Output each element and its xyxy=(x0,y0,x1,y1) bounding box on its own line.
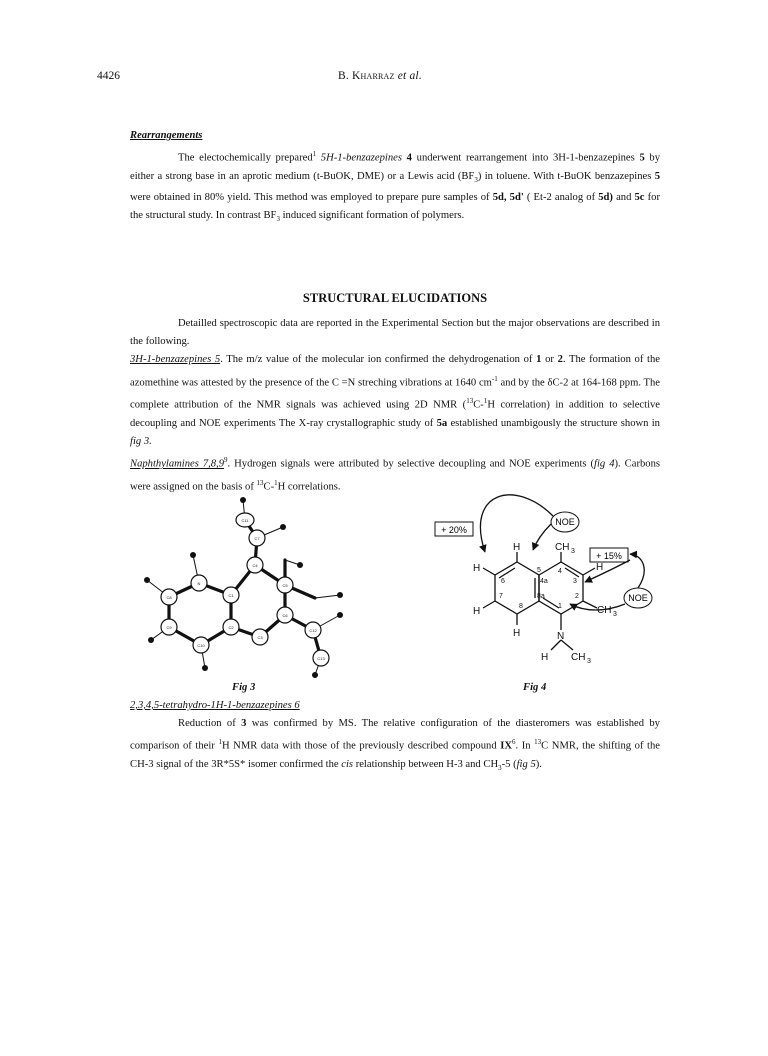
structural-section xyxy=(130,315,660,497)
fig4-n: N xyxy=(557,631,565,642)
svg-text:2: 2 xyxy=(575,593,579,600)
fig4-noe-diagram xyxy=(425,480,660,680)
svg-text:8a: 8a xyxy=(537,593,545,600)
fig4-ch3-top: CH xyxy=(555,542,570,553)
fig3-crystal-structure xyxy=(135,490,360,680)
svg-text:6: 6 xyxy=(501,578,505,585)
tetrahydro-heading: 2,3,4,5-tetrahydro-1H-1-benzazepines 6 xyxy=(130,700,300,711)
svg-text:3: 3 xyxy=(587,658,591,665)
svg-text:C8: C8 xyxy=(166,595,172,600)
rearrangements-section xyxy=(130,127,660,229)
fig4-h-right: H xyxy=(596,562,604,573)
svg-text:4: 4 xyxy=(558,568,562,575)
running-header-etal: et al. xyxy=(397,70,422,82)
fig4-ch3-ring: CH xyxy=(597,605,612,616)
svg-text:4a: 4a xyxy=(540,578,548,585)
svg-text:C5: C5 xyxy=(282,583,288,588)
svg-text:C11: C11 xyxy=(241,518,249,523)
fig3-caption: Fig 3 xyxy=(232,682,256,693)
svg-text:C10: C10 xyxy=(197,643,205,648)
fig4-noe-top-label: NOE xyxy=(555,517,575,527)
fig4-h-n: H xyxy=(541,652,549,663)
svg-text:5: 5 xyxy=(537,567,541,574)
svg-text:1: 1 xyxy=(558,603,562,610)
svg-text:3: 3 xyxy=(613,611,617,618)
svg-text:3: 3 xyxy=(573,578,577,585)
svg-text:C13: C13 xyxy=(317,656,325,661)
svg-text:C2: C2 xyxy=(228,625,234,630)
rearrangements-heading: Rearrangements xyxy=(130,130,203,141)
fig4-h-bottom: H xyxy=(513,628,521,639)
fig4-caption: Fig 4 xyxy=(523,682,547,693)
fig4-h-top: H xyxy=(513,542,521,553)
svg-text:3: 3 xyxy=(571,548,575,555)
naphthylamines-paragraph: Naphthylamines 7,8,9$^9$. Hydrogen signals were attributed by selective decoupling and NOE experiments (fig 4). Carbons were assigned on the basis of $^{13}$C-$^1$H correlations. xyxy=(130,456,660,493)
running-header xyxy=(338,70,422,82)
benzazepines-paragraph: 3H-1-benzazepines 5. The m/z value of the molecular ion confirmed the dehydrogenation of 1 or 2. The formation of the azomethine was attested by the presence of the C =N streching vibrations at 1640 $cm^{-1}$ and by the δC-2 at 164-168 ppm. The complete attribution of the NMR signals was achieved using 2D NMR ($^{13}$C-$^1$H correlation) in addition to selective decoupling and NOE experiments The X-ray crystallographic study of 5a established unambigously the structure shown in fig 3. xyxy=(130,354,661,448)
tetrahydro-paragraph: Reduction of 3 was confirmed by MS. The relative configuration of the diasteromers was established by comparison of their $^1$H NMR data with those of the previously described compound $IX^6$. In $^{13}$C NMR, the shifting of the CH-3 signal of the 3R*5S* isomer confirmed the cis relationship between H-3 and $CH_3-5$ (fig 5). xyxy=(130,718,661,773)
svg-text:C9: C9 xyxy=(166,625,172,630)
fig4-plus20-label: + 20% xyxy=(441,525,467,535)
svg-text:C7: C7 xyxy=(254,536,260,541)
rearrangements-paragraph: The electochemically prepared$^1$ 5H-1-benzazepines 4 underwent rearrangement into 3H-1-benzazepines 5 by either a strong base in an aprotic medium (t-BuOK, DME) or a Lewis acid $(BF_3)$ in toluene. With t-BuOK benzazepines 5 were obtained in 80% yield. This method was employed to prepare pure samples of 5d, 5d' ( Et-2 analog of 5d) and 5c for the structural study. In contrast $BF_3$ induced significant formation of polymers. xyxy=(130,150,660,224)
tetrahydro-section xyxy=(130,697,660,777)
fig4-plus15-label: + 15% xyxy=(596,551,622,561)
page-number: 4426 xyxy=(97,70,120,82)
fig3-bonds xyxy=(169,520,321,658)
fig4-ch3-n: CH xyxy=(571,652,586,663)
svg-text:8: 8 xyxy=(519,603,523,610)
svg-text:C6: C6 xyxy=(282,613,288,618)
svg-text:C1: C1 xyxy=(228,593,234,598)
svg-text:N: N xyxy=(197,581,201,586)
structural-intro: Detailled spectroscopic data are reported in the Experimental Section but the major observations are described in the following. xyxy=(130,318,660,348)
svg-text:7: 7 xyxy=(499,593,503,600)
svg-text:C3: C3 xyxy=(257,635,263,640)
fig4-h-left: H xyxy=(473,563,481,574)
svg-text:C4: C4 xyxy=(252,563,258,568)
running-header-authors: B. Kharraz xyxy=(338,70,395,82)
svg-text:C12: C12 xyxy=(309,628,317,633)
fig4-noe-right-label: NOE xyxy=(628,593,648,603)
fig4-h-bottom-left: H xyxy=(473,606,481,617)
structural-elucidations-heading: STRUCTURAL ELUCIDATIONS xyxy=(302,291,488,305)
